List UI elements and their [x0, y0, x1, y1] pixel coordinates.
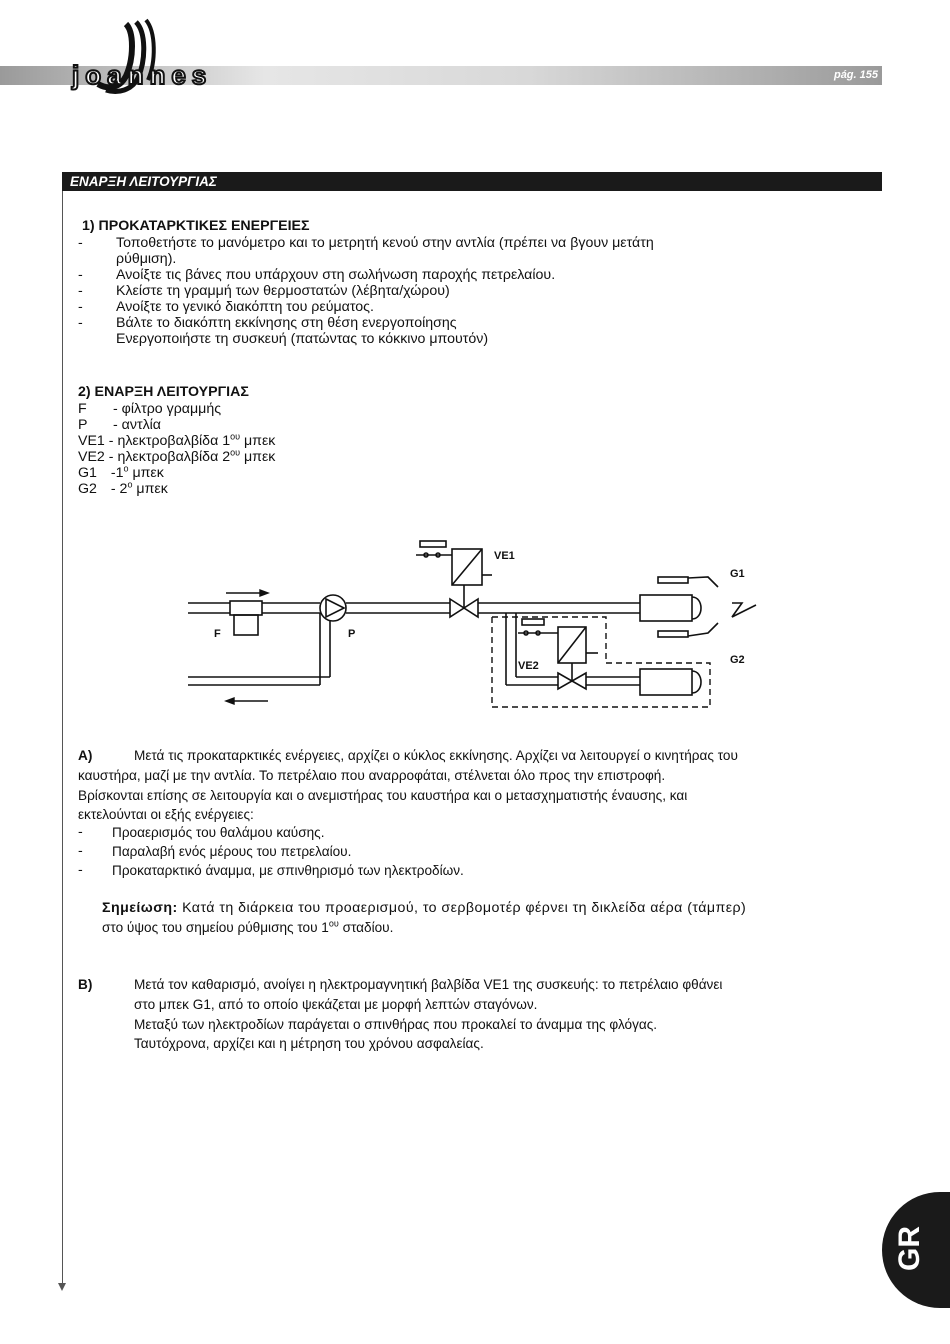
part1-item: Ανοίξτε το γενικό διακόπτη του ρεύματος.: [116, 299, 374, 315]
legend-text: - 2: [110, 481, 128, 497]
part1-item: Ανοίξτε τις βάνες που υπάρχουν στη σωλήνωση παροχής πετρελαίου.: [116, 267, 556, 283]
label-g2: G2: [730, 654, 745, 666]
partA-item: Προκαταρκτικό άναμμα, με σπινθηρισμό των ηλεκτροδίων.: [112, 863, 464, 878]
legend-tail: μπεκ: [132, 481, 168, 497]
hydraulic-diagram: [170, 535, 770, 715]
section-title: ΕΝΑΡΞΗ ΛΕΙΤΟΥΡΓΙΑΣ: [70, 174, 217, 189]
section-title-bar: [62, 172, 882, 191]
legend-sup: ο: [127, 479, 133, 490]
margin-arrow-icon: [58, 1283, 66, 1291]
partA-line: Μετά τις προκαταρκτικές ενέργειες, αρχίζει ο κύκλος εκκίνησης. Αρχίζει να λειτουργεί ο κινητήρας του: [134, 748, 738, 763]
note-sup: ου: [328, 918, 339, 929]
page-number: pág. 155: [833, 69, 878, 81]
part2-heading: 2) ΕΝΑΡΞΗ ΛΕΙΤΟΥΡΓΙΑΣ: [78, 384, 249, 400]
bullet-dash: -: [78, 299, 83, 315]
filter-body: [230, 601, 262, 615]
part1-item: Βάλτε το διακόπτη εκκίνησης στη θέση ενεργοποίησης: [116, 315, 457, 331]
note-line: [102, 900, 746, 917]
legend-row: [78, 449, 275, 466]
label-f: F: [214, 628, 221, 640]
label-g1: G1: [730, 568, 745, 580]
legend-row: [78, 465, 164, 482]
partA-line: καυστήρα, μαζί με την αντλία. Το πετρέλαιο που αναρροφάται, στέλνεται όλο προς την επιστροφή.: [78, 768, 666, 783]
legend-row: [78, 433, 275, 450]
note-text: Κατά τη διάρκεια του προαερισμού, το σερβομοτέρ φέρνει τη δικλείδα αέρα (τάμπερ): [177, 900, 747, 916]
partB-line: Μεταξύ των ηλεκτροδίων παράγεται ο σπινθήρας που προκαλεί το άναμμα της φλόγας.: [134, 1017, 658, 1032]
bullet-dash: -: [78, 283, 83, 299]
partA-line: Βρίσκονται επίσης σε λειτουργία και ο ανεμιστήρας του καυστήρα και ο μετασχηματιστής έναυσης, και: [78, 788, 688, 803]
legend-code: VE1: [78, 433, 105, 449]
legend-tail: μπεκ: [128, 465, 164, 481]
partB-line: Μετά τον καθαρισμό, ανοίγει η ηλεκτρομαγνητική βαλβίδα VE1 της συσκευής: το πετρέλαιο φθάνει: [134, 977, 723, 992]
bullet-dash: -: [78, 843, 83, 859]
label-ve2: VE2: [518, 660, 539, 672]
bullet-dash: -: [78, 862, 83, 878]
legend-text: -1: [110, 465, 124, 481]
legend-text: - ηλεκτροβαλβίδα 2: [108, 449, 231, 465]
part1-item: ρύθμιση).: [116, 251, 177, 267]
legend-sup: ο: [123, 463, 129, 474]
language-tab-label: GR: [893, 1226, 926, 1271]
note-line: [102, 919, 393, 936]
legend-text: - ηλεκτροβαλβίδα 1: [108, 433, 231, 449]
bullet-dash: -: [78, 267, 83, 283]
partA-label: A): [78, 748, 93, 763]
note-text: στο ύψος του σημείου ρύθμισης του 1: [102, 920, 329, 935]
svg-text:joannes: joannes: [72, 60, 213, 90]
bullet-dash: -: [78, 824, 83, 840]
legend-sup: ου: [230, 447, 241, 458]
pump-symbol: [320, 595, 346, 621]
bullet-dash: -: [78, 315, 83, 331]
margin-line: [62, 191, 63, 1283]
legend-text: - φίλτρο γραμμής: [113, 401, 222, 417]
partB-line: Ταυτόχρονα, αρχίζει και η μέτρηση του χρόνου ασφαλείας.: [134, 1036, 484, 1051]
legend-row: [78, 481, 168, 498]
filter-bowl: [234, 615, 258, 635]
language-tab: [882, 1192, 950, 1308]
label-ve1: VE1: [494, 550, 515, 562]
note-label: Σημείωση:: [102, 900, 178, 916]
bullet-dash: -: [78, 235, 83, 251]
partB-label: B): [78, 977, 93, 992]
partA-item: Προαερισμός του θαλάμου καύσης.: [112, 825, 325, 840]
partB-line: στο μπεκ G1, από το οποίο ψεκάζεται με μορφή λεπτών σταγόνων.: [134, 997, 538, 1012]
legend-code: G2: [78, 481, 97, 497]
part1-item: Ενεργοποιήστε τη συσκευή (πατώντας το κόκκινο μπουτόν): [116, 331, 489, 347]
legend-text: - αντλία: [113, 417, 162, 433]
part1-item: Κλείστε τη γραμμή των θερμοστατών (λέβητα/χώρου): [116, 283, 450, 299]
legend-code: P: [78, 417, 88, 433]
legend-tail: μπεκ: [240, 449, 276, 465]
legend-tail: μπεκ: [240, 433, 276, 449]
legend-code: F: [78, 401, 87, 417]
part1-item: Τοποθετήστε το μανόμετρο και το μετρητή κενού στην αντλία (πρέπει να βγουν μετάτη: [116, 235, 654, 251]
note-text: σταδίου.: [338, 920, 394, 935]
partA-line: εκτελούνται οι εξής ενέργειες:: [78, 807, 254, 822]
label-p: P: [348, 628, 356, 640]
legend-sup: ου: [230, 431, 241, 442]
joannes-logo: [68, 18, 258, 98]
legend-code: G1: [78, 465, 97, 481]
partA-item: Παραλαβή ενός μέρους του πετρελαίου.: [112, 844, 352, 859]
part1-heading: 1) ΠΡΟΚΑΤΑΡΚΤΙΚΕΣ ΕΝΕΡΓΕΙΕΣ: [82, 218, 310, 234]
legend-code: VE2: [78, 449, 105, 465]
